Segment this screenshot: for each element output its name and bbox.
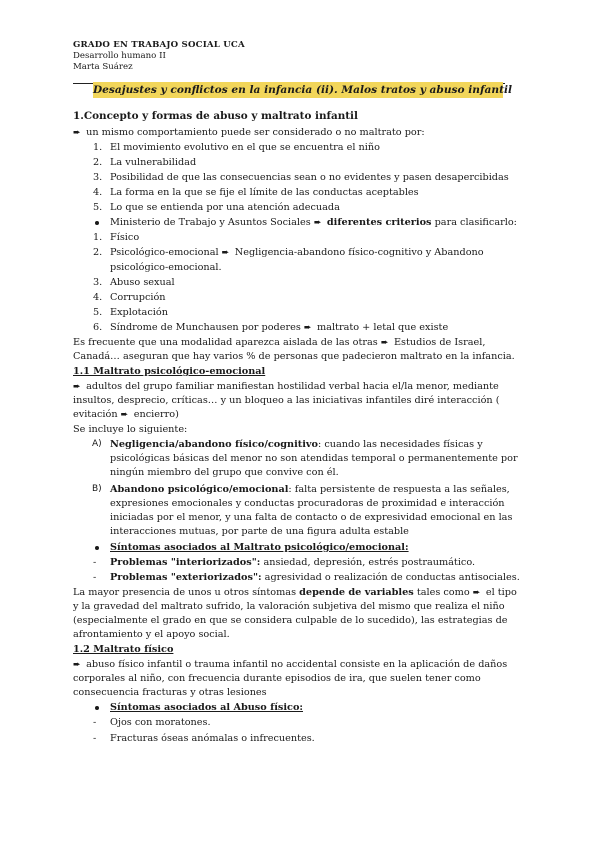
dash-marker: - [93, 733, 97, 744]
paragraph-line: y la gravedad del maltrato sufrido, la valoración subjetiva del mismo que realiza el niño [73, 601, 505, 612]
arrow-right-icon: ➨ [380, 338, 389, 348]
list-item: Corrupción [110, 292, 166, 303]
arrow-right-icon: ➨ [472, 588, 481, 598]
dash-marker: - [93, 557, 97, 568]
list-item-continued: psicológico-emocional. [110, 262, 222, 273]
list-item: Problemas "exteriorizados": agresividad o realización de conductas antisociales. [110, 572, 520, 583]
section-1-heading: 1.Concepto y formas de abuso y maltrato infantil [73, 110, 358, 122]
list-item: Problemas "interiorizados": ansiedad, depresión, estrés postraumático. [110, 557, 476, 568]
symptoms-heading: Síntomas asociados al Maltrato psicológico/emocional: [110, 542, 409, 553]
document-title: Desajustes y conflictos en la infancia (ii). Malos tratos y abuso infantil [93, 84, 513, 96]
symptoms-heading: Síntomas asociados al Abuso físico: [110, 702, 303, 713]
header-course: Desarrollo humano II [73, 51, 166, 61]
ministerio-line: Ministerio de Trabajo y Asuntos Sociales ➨ diferentes criterios para clasificarlo: [110, 217, 517, 228]
paragraph-line: afrontamiento y el apoyo social. [73, 629, 230, 640]
list-item: La forma en la que se fije el límite de las conductas aceptables [110, 187, 419, 198]
section-1-1-heading: 1.1 Maltrato psicológico-emocional [73, 366, 266, 377]
list-number: 4. [93, 187, 103, 198]
list-item-continued: interacciones mutuas, por parte de una figura adulta estable [110, 526, 409, 537]
section-1-2-heading: 1.2 Maltrato físico [73, 644, 174, 655]
list-item: Posibilidad de que las consecuencias sean o no evidentes y pasen desapercibidas [110, 172, 509, 183]
paragraph-line: insultos, desprecio, críticas… y un bloqueo a las iniciativas infantiles diré interacción ( [73, 395, 500, 406]
list-item-continued: iniciadas por el menor, y una falta de contacto o de expresividad emocional en las [110, 512, 513, 523]
list-item: El movimiento evolutivo en el que se encuentra el niño [110, 142, 380, 153]
list-item: Lo que se entienda por una atención adecuada [110, 202, 340, 213]
dash-marker: - [93, 572, 97, 583]
list-item-continued: psicológicas básicas del menor no son atendidas temporal o permanentemente por [110, 453, 518, 464]
arrow-right-icon: ➨ [120, 410, 129, 420]
arrow-right-icon: ➨ [221, 248, 230, 258]
list-number: 6. [93, 322, 103, 333]
list-item: Explotación [110, 307, 168, 318]
list-item: Síndrome de Munchausen por poderes ➨ maltrato + letal que existe [110, 322, 449, 333]
arrow-right-icon: ➨ [313, 218, 322, 228]
list-number: 5. [93, 307, 103, 318]
arrow-right-icon: ➨ [303, 323, 312, 333]
list-number: 2. [93, 247, 103, 258]
paragraph-line: Es frecuente que una modalidad aparezca aislada de las otras ➨ Estudios de Israel, [73, 337, 486, 348]
bullet-icon [95, 546, 99, 550]
list-item: Abuso sexual [110, 277, 175, 288]
list-item: La vulnerabilidad [110, 157, 197, 168]
list-number: 5. [93, 202, 103, 213]
header-degree: GRADO EN TRABAJO SOCIAL UCA [73, 40, 245, 50]
arrow-right-icon: ➨ [73, 382, 81, 392]
list-item: Negligencia/abandono físico/cognitivo: cuando las necesidades físicas y [110, 439, 483, 450]
list-item: Abandono psicológico/emocional: falta persistente de respuesta a las señales, [110, 484, 510, 495]
bullet-icon [95, 706, 99, 710]
list-item: Psicológico-emocional ➨ Negligencia-abandono físico-cognitivo y Abandono [110, 247, 484, 258]
list-item: Físico [110, 232, 140, 243]
arrow-right-icon: ➨ [73, 660, 81, 670]
paragraph-line: ➨ abuso físico infantil o trauma infantil no accidental consiste en la aplicación de daños [73, 659, 508, 670]
list-marker: A) [92, 439, 102, 449]
header-author: Marta Suárez [73, 62, 133, 72]
list-item: Fracturas óseas anómalas o infrecuentes. [110, 733, 315, 744]
list-number: 3. [93, 172, 103, 183]
list-marker: B) [92, 484, 102, 494]
paragraph-line: Canadá… aseguran que hay varios % de personas que padecieron maltrato en la infancia. [73, 351, 515, 362]
section-1-intro: ➨ un mismo comportamiento puede ser considerado o no maltrato por: [73, 127, 425, 138]
paragraph-line: (especialmente el grado en que se considera culpable de lo sucedido), las estrategias de [73, 615, 508, 626]
paragraph-line: corporales al niño, con frecuencia durante episodios de ira, que suelen tener como [73, 673, 481, 684]
paragraph-line: ➨ adultos del grupo familiar manifiestan hostilidad verbal hacia el/la menor, mediante [73, 381, 499, 392]
paragraph-line: consecuencia fracturas y otras lesiones [73, 687, 267, 698]
list-item: Ojos con moratones. [110, 717, 211, 728]
bullet-icon [95, 221, 99, 225]
paragraph-line: La mayor presencia de unos u otros síntomas depende de variables tales como ➨ el tipo [73, 587, 517, 598]
arrow-right-icon: ➨ [73, 128, 81, 138]
list-number: 2. [93, 157, 103, 168]
list-number: 3. [93, 277, 103, 288]
list-number: 4. [93, 292, 103, 303]
list-item-continued: ningún miembro del grupo que convive con él. [110, 467, 339, 478]
dash-marker: - [93, 717, 97, 728]
list-number: 1. [93, 142, 103, 153]
list-item-continued: expresiones emocionales y conductas procuradoras de proximidad e interacción [110, 498, 505, 509]
list-number: 1. [93, 232, 103, 243]
paragraph-line: Se incluye lo siguiente: [73, 424, 188, 435]
paragraph-line: evitación ➨ encierro) [73, 409, 179, 420]
